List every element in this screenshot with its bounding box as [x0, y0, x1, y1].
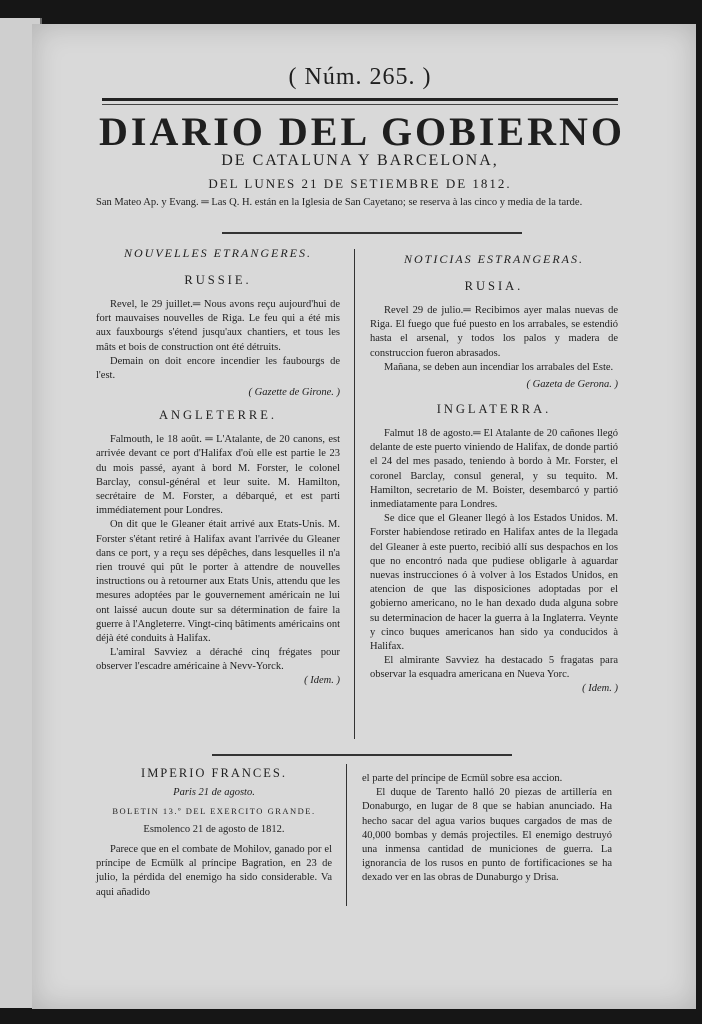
- newspaper-page: [32, 24, 696, 1009]
- top-double-rule: [102, 98, 618, 101]
- bottom-right-column: [362, 772, 612, 886]
- right-england-heading: INGLATERRA.: [436, 402, 552, 417]
- bottom-right-p2: El duque de Tarento halló 20 piezas de artillería en Donaburgo, en lugar de 8 que se habian anunciado. Ha hecho sacar del agua varios buques cargados de mas de 40,000 bombas y demás projectiles. El enemigo destruyó una inmensa cantidad de municiones de guerra. La ignorancia de los rusos en punto de fortificaciones se ha dexado ver en las obras de Dunaburgo y Drisa.: [362, 787, 612, 884]
- left-england-p3: L'amiral Savviez a déraché cinq frégates pour observer l'escadre américaine à Nevv-Yorck.: [96, 647, 340, 673]
- right-russia-heading: RUSIA.: [464, 279, 524, 293]
- bottom-left-p1: Parece que en el combate de Mohilov, ganado por el príncipe de Ecmülk al príncipe Bagration, en 23 de julio, la pérdida del enemigo ha sido considerable. Va aqui añadido: [96, 844, 332, 898]
- imperio-heading: IMPERIO FRANCES.: [141, 766, 287, 780]
- left-england-p2: On dit que le Gleaner était arrivé aux Etats-Unis. M. Forster s'étant retiré à Halifax avant l'arrivée du Gleaner dans ce port, y a reçu ses dépêches, dans lesquelles il n'a rien trouvé qui pût le porter à attendre de nouvelles instructions ou à retourner aux Etats Unis, attendu que les mesures adoptées par le gouvernement américain ne lui ont laissé aucun doute sur sa détermination de faire la guerre à l'Angleterre. Vingt-cinq bâtiments américains ont déjà été conduits à Halifax.: [96, 519, 340, 645]
- bottom-left-column: [96, 766, 332, 900]
- right-russia-p1: Revel 29 de julio.═ Recibimos ayer malas nuevas de Riga. El fuego que fué puesto en los arrabales, se estendió hasta el arsenal, y todos los palos y madera de construccion fueron abrasados.: [370, 305, 618, 359]
- right-column: [370, 252, 618, 694]
- right-england-p2: Se dice que el Gleaner llegó à los Estados Unidos. M. Forster habiendose retirado en Halifax antes de la llegada del Gleaner à este puerto, recibió allí sus despachos en los que no encontró nada que pudiese obligarle à aguardar nuevas instrucciones ó à volver à los Estados Unidos, en atencion de que las disposiciones adoptadas por el gobierno americano, no le han dexado duda alguna sobre su determinacion de hacer la guerra à la Inglaterra. Veynte y cinco buques americanos han sido ya conducidos à Halifax.: [370, 513, 618, 653]
- left-russia-p2: Demain on doit encore incendier les faubourgs de l'est.: [96, 355, 340, 382]
- right-russia-source: ( Gazeta de Gerona. ): [526, 379, 618, 391]
- right-england-p1: Falmut 18 de agosto.═ El Atalante de 20 cañones llegó delante de este puerto viniendo de Halifax, de donde partió el 24 del mes pasado, teniendo à bordo à Mr. Forster, el coronel Barclay, consul general, y su tequito. M. Hamilton, secretario de M. Boister, desembarcó y partió inmediatamente para Londres.: [370, 428, 618, 511]
- issue-number: ( Núm. 265. ): [288, 64, 432, 90]
- left-england-source: ( Idem. ): [304, 674, 340, 686]
- bulletin-title: BOLETIN 13.º DEL EXERCITO GRANDE.: [112, 806, 316, 816]
- religious-notice: San Mateo Ap. y Evang. ═ Las Q. H. están en la Iglesia de San Cayetano; se reserva à las cinco y media de la tarde.: [96, 197, 583, 208]
- paris-dateline: Paris 21 de agosto.: [173, 787, 255, 798]
- header-bottom-rule: [222, 232, 522, 234]
- left-russia-source: ( Gazette de Girone. ): [248, 387, 340, 399]
- bulletin-place: Esmolenco 21 de agosto de 1812.: [143, 824, 285, 835]
- left-column: [96, 246, 340, 686]
- issue-date: DEL LUNES 21 DE SETIEMBRE DE 1812.: [208, 176, 512, 191]
- right-england-p3: El almirante Savviez ha destacado 5 fragatas para observar la esquadra americana en Nueva Yorc.: [370, 655, 618, 681]
- right-column-title: NOTICIAS ESTRANGERAS.: [404, 252, 584, 266]
- left-column-title: NOUVELLES ETRANGERES.: [124, 246, 312, 260]
- right-russia-p2: Mañana, se deben aun incendiar los arrabales del Este.: [384, 361, 614, 373]
- masthead-title: DIARIO DEL GOBIERNO: [99, 109, 625, 154]
- left-england-heading: ANGLETERRE.: [158, 408, 278, 423]
- column-divider: [354, 249, 355, 739]
- mid-page-rule: [212, 754, 512, 756]
- left-england-p1: Falmouth, le 18 août. ═ L'Atalante, de 20 canons, est arrivée devant ce port d'Halifax d'où elle est partie le 23 du mois passé, ayant à bord M. Forster, le colonel Barclay, consul-général et leur suite. M. Hamilton, secrétaire de M. Forster, a débarqué, et est parti immédiatement pour Londres.: [96, 434, 340, 517]
- bottom-right-p1: el parte del príncipe de Ecmül sobre esa accion.: [362, 773, 563, 784]
- right-england-source: ( Idem. ): [582, 682, 618, 694]
- top-thin-rule: [102, 104, 618, 105]
- masthead-subtitle: DE CATALUNA Y BARCELONA,: [221, 152, 499, 169]
- left-russia-heading: RUSSIE.: [184, 273, 252, 287]
- left-russia-p1: Revel, le 29 juillet.═ Nous avons reçu aujourd'hui de fort mauvaises nouvelles de Riga. Le feu qui a été mis aux fauxbourgs s'étend jusqu'aux chantiers, et tous les mâts et bois de construction ont été détruits.: [96, 299, 340, 353]
- bottom-column-divider: [346, 764, 347, 906]
